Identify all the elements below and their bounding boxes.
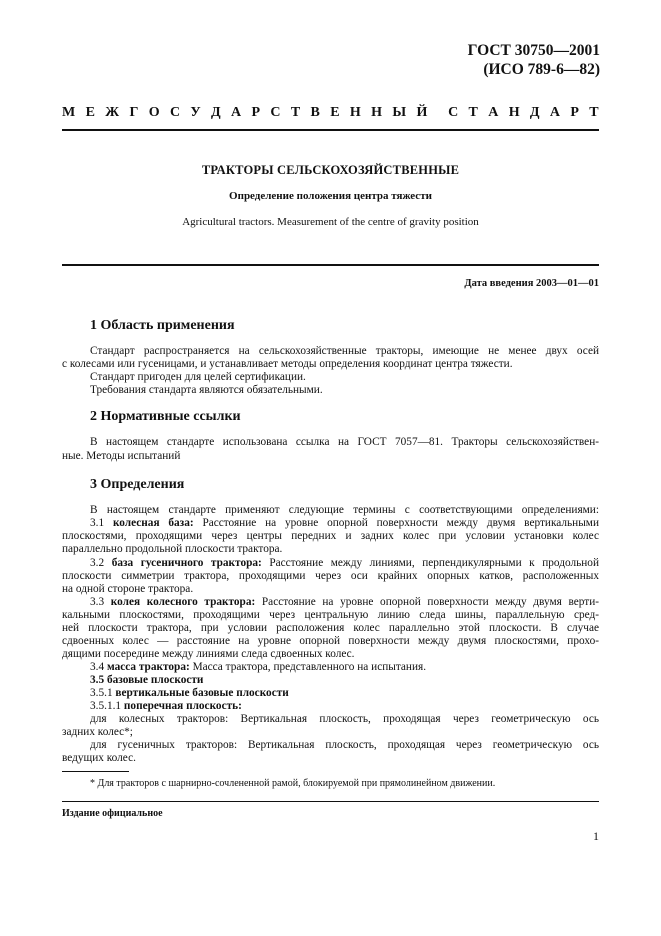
definition-3-5-1-1 (62, 700, 599, 713)
definition-number: 3.2 (90, 557, 105, 569)
banner-letter: Р (570, 105, 579, 120)
banner-letter: С (169, 105, 181, 120)
definition-text: Расстояние между линиями, перпендикулярными к продольной (269, 557, 599, 569)
paragraph-line: ней плоскости трактора, при условии расположения колес параллельно этой плоскости. В случае (62, 622, 599, 634)
definition-number: 3.5.1.1 (90, 700, 122, 712)
paragraph-line: дящими посередине между линиями следа сдвоенных колес. (62, 648, 355, 660)
banner-letter: Т (290, 105, 301, 120)
interstate-standard-banner (62, 105, 599, 125)
definition-3-3 (62, 596, 599, 609)
paragraph-line: В настоящем стандарте использована ссылка на ГОСТ 7057—81. Тракторы сельскохозяйствен- (90, 436, 599, 448)
definition-term: поперечная плоскость: (123, 700, 242, 712)
definition-number: 3.4 (90, 661, 105, 673)
footnote: * Для тракторов с шарнирно-сочлененной рамой, блокируемой при прямолинейном движении. (90, 778, 496, 789)
banner-letter: А (488, 105, 499, 120)
definition-term: колея колесного трактора: (110, 596, 256, 608)
definition-text: Расстояние на уровне опорной поверхности между двумя вертикальными (202, 517, 599, 529)
paragraph-line: плоскости симметрии трактора, проходящими через оси крайних опорных катков, расположенных (62, 570, 599, 582)
paragraph-line: плоскостями, проходящими через центры передних и задних колес при условии установки колес (62, 530, 599, 542)
banner-letter: Ы (392, 105, 407, 120)
definition-term: колесная база: (112, 517, 194, 529)
banner-letter: А (231, 105, 242, 120)
footnote-rule (62, 771, 129, 772)
official-edition-label: Издание официальное (62, 808, 163, 819)
english-title: Agricultural tractors. Measurement of the centre of gravity position (182, 216, 479, 228)
definition-number: 3.5.1 (90, 687, 113, 699)
paragraph-line: кальными плоскостями, проходящими через центральную линию следа шины, параллельную сред- (62, 609, 599, 621)
banner-letter: Д (211, 105, 221, 120)
document-title: ТРАКТОРЫ СЕЛЬСКОХОЗЯЙСТВЕННЫЕ (201, 163, 460, 177)
banner-letter: Ж (105, 105, 120, 120)
definition-3-4 (62, 661, 599, 674)
paragraph-line: сдвоенных колес — расстояние на уровне опорной поверхности между двумя плоскостями, прохо- (62, 635, 599, 647)
banner-letter: Н (371, 105, 383, 120)
footer-rule (62, 801, 599, 802)
definition-3-5-1 (62, 687, 599, 700)
definition-text: Расстояние на уровне опорной поверхности между двумя верти- (261, 596, 599, 608)
definition-3-2 (62, 557, 599, 570)
paragraph-line: ные. Методы испытаний (62, 450, 181, 462)
title-rule (62, 264, 599, 266)
paragraph-line: Стандарт распространяется на сельскохозяйственные тракторы, имеющие не менее двух осей (90, 345, 599, 357)
definition-3-1 (62, 517, 599, 530)
section-1-heading: 1 Область применения (90, 318, 235, 333)
banner-rule (62, 129, 599, 131)
paragraph-line: параллельно продольной плоскости трактора. (62, 543, 283, 555)
banner-letter: О (148, 105, 160, 120)
banner-letter: С (448, 105, 459, 120)
banner-letter: Р (251, 105, 261, 120)
section-3-heading: 3 Определения (90, 477, 185, 492)
banner-letter: Т (589, 105, 599, 120)
definition-number: 3.1 (90, 517, 105, 529)
banner-letter: Й (416, 105, 428, 120)
definition-term: масса трактора: (106, 661, 190, 673)
document-subtitle: Определение положения центра тяжести (229, 190, 432, 202)
definition-number: 3.3 (90, 596, 105, 608)
section-2-heading: 2 Нормативные ссылки (90, 409, 241, 424)
banner-letter: Д (529, 105, 540, 120)
definition-term: вертикальные базовые плоскости (115, 687, 289, 699)
paragraph-line: Стандарт пригоден для целей сертификации. (90, 371, 306, 383)
paragraph-line: с колесами или гусеницами, и устанавливает методы определения координат центра тяжести. (62, 358, 513, 370)
banner-letter: У (190, 105, 201, 120)
banner-letter: Т (468, 105, 478, 120)
definition-text: Масса трактора, представленного на испытания. (192, 661, 427, 673)
banner-letter: М (62, 105, 76, 120)
definition-3-5: 3.5 базовые плоскости (90, 674, 204, 686)
banner-letter: Н (349, 105, 361, 120)
paragraph-line: задних колес*; (62, 726, 133, 738)
definition-term: база гусеничного трактора: (111, 557, 262, 569)
banner-letter: Н (508, 105, 520, 120)
paragraph-line: для гусеничных тракторов: Вертикальная плоскость, проходящая через геометрическую ось (90, 739, 599, 751)
banner-letter: Е (85, 105, 95, 120)
paragraph-line: на одной стороне трактора. (62, 583, 194, 595)
paragraph-line: В настоящем стандарте применяют следующие термины с соответствующими определениями: (90, 504, 599, 516)
banner-letter: В (310, 105, 320, 120)
banner-letter: С (270, 105, 281, 120)
paragraph-line: ведущих колес. (62, 752, 136, 764)
page-number: 1 (593, 829, 599, 843)
paragraph-line: Требования стандарта являются обязательными. (90, 384, 323, 396)
banner-letter: Е (330, 105, 340, 120)
banner-letter: А (549, 105, 561, 120)
effective-date: Дата введения 2003—01—01 (464, 278, 599, 289)
paragraph-line: для колесных тракторов: Вертикальная плоскость, проходящая через геометрическую ось (90, 713, 599, 725)
iso-number: (ИСО 789-6—82) (483, 61, 600, 78)
banner-letter: Г (129, 105, 139, 120)
standard-number: ГОСТ 30750—2001 (467, 42, 600, 59)
